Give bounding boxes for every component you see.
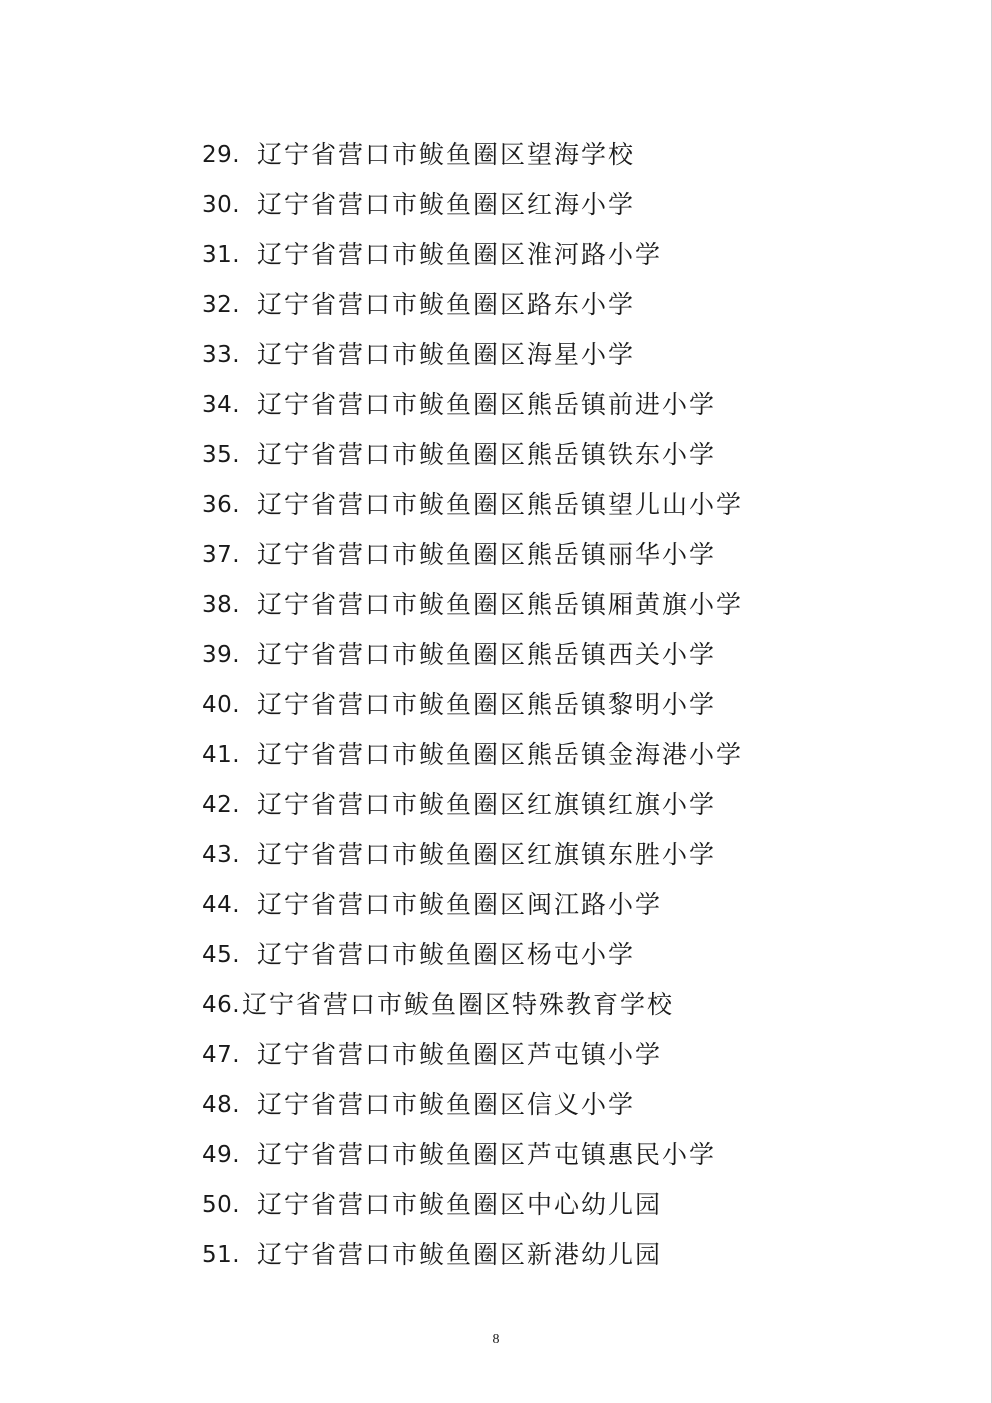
item-number: 30. <box>202 192 241 218</box>
item-text: 辽宁省营口市鲅鱼圈区熊岳镇丽华小学 <box>257 540 717 569</box>
list-item <box>202 1080 743 1130</box>
item-number: 45. <box>202 942 241 968</box>
item-number: 40. <box>202 692 241 718</box>
item-text: 辽宁省营口市鲅鱼圈区芦屯镇惠民小学 <box>257 1140 717 1169</box>
list-item <box>202 230 743 280</box>
item-number: 35. <box>202 442 241 468</box>
list-item <box>202 880 743 930</box>
item-text: 辽宁省营口市鲅鱼圈区熊岳镇前进小学 <box>257 390 717 419</box>
item-text: 辽宁省营口市鲅鱼圈区芦屯镇小学 <box>257 1040 663 1069</box>
item-number: 42. <box>202 792 241 818</box>
item-text: 辽宁省营口市鲅鱼圈区路东小学 <box>257 290 636 319</box>
item-number: 50. <box>202 1192 241 1218</box>
page-number: 8 <box>492 1332 500 1347</box>
item-number: 48. <box>202 1092 241 1118</box>
item-text: 辽宁省营口市鲅鱼圈区熊岳镇铁东小学 <box>257 440 717 469</box>
item-number: 49. <box>202 1142 241 1168</box>
item-text: 辽宁省营口市鲅鱼圈区中心幼儿园 <box>257 1190 663 1219</box>
list-item <box>202 380 743 430</box>
list-item <box>202 830 743 880</box>
list-item <box>202 130 743 180</box>
item-text: 辽宁省营口市鲅鱼圈区望海学校 <box>257 140 636 169</box>
item-number: 46. <box>202 992 241 1018</box>
item-number: 36. <box>202 492 241 518</box>
item-text: 辽宁省营口市鲅鱼圈区熊岳镇望儿山小学 <box>257 490 744 519</box>
item-text: 辽宁省营口市鲅鱼圈区新港幼儿园 <box>257 1240 663 1269</box>
list-item <box>202 330 743 380</box>
list-item <box>202 480 743 530</box>
item-number: 29. <box>202 142 241 168</box>
item-number: 31. <box>202 242 241 268</box>
list-item <box>202 530 743 580</box>
item-number: 39. <box>202 642 241 668</box>
item-text: 辽宁省营口市鲅鱼圈区熊岳镇西关小学 <box>257 640 717 669</box>
item-number: 47. <box>202 1042 241 1068</box>
list-item <box>202 180 743 230</box>
list-item <box>202 280 743 330</box>
list-item <box>202 430 743 480</box>
item-text: 辽宁省营口市鲅鱼圈区淮河路小学 <box>257 240 663 269</box>
list-item <box>202 930 743 980</box>
list-item <box>202 580 743 630</box>
list-item <box>202 1230 743 1280</box>
list-item <box>202 780 743 830</box>
list-item <box>202 680 743 730</box>
list-item <box>202 730 743 780</box>
item-text: 辽宁省营口市鲅鱼圈区红旗镇东胜小学 <box>257 840 717 869</box>
item-number: 43. <box>202 842 241 868</box>
list-item <box>202 1180 743 1230</box>
item-number: 32. <box>202 292 241 318</box>
item-number: 44. <box>202 892 241 918</box>
item-text: 辽宁省营口市鲅鱼圈区特殊教育学校 <box>242 990 675 1019</box>
list-item <box>202 630 743 680</box>
school-list <box>202 130 743 1280</box>
item-text: 辽宁省营口市鲅鱼圈区红海小学 <box>257 190 636 219</box>
item-text: 辽宁省营口市鲅鱼圈区闽江路小学 <box>257 890 663 919</box>
item-text: 辽宁省营口市鲅鱼圈区海星小学 <box>257 340 636 369</box>
item-number: 33. <box>202 342 241 368</box>
list-item <box>202 1030 743 1080</box>
item-text: 辽宁省营口市鲅鱼圈区信义小学 <box>257 1090 636 1119</box>
list-item <box>202 1130 743 1180</box>
item-number: 34. <box>202 392 241 418</box>
item-number: 37. <box>202 542 241 568</box>
item-number: 38. <box>202 592 241 618</box>
item-text: 辽宁省营口市鲅鱼圈区红旗镇红旗小学 <box>257 790 717 819</box>
item-number: 51. <box>202 1242 241 1268</box>
item-text: 辽宁省营口市鲅鱼圈区熊岳镇厢黄旗小学 <box>257 590 744 619</box>
list-item <box>202 980 743 1030</box>
item-text: 辽宁省营口市鲅鱼圈区杨屯小学 <box>257 940 636 969</box>
item-number: 41. <box>202 742 241 768</box>
item-text: 辽宁省营口市鲅鱼圈区熊岳镇黎明小学 <box>257 690 717 719</box>
item-text: 辽宁省营口市鲅鱼圈区熊岳镇金海港小学 <box>257 740 744 769</box>
